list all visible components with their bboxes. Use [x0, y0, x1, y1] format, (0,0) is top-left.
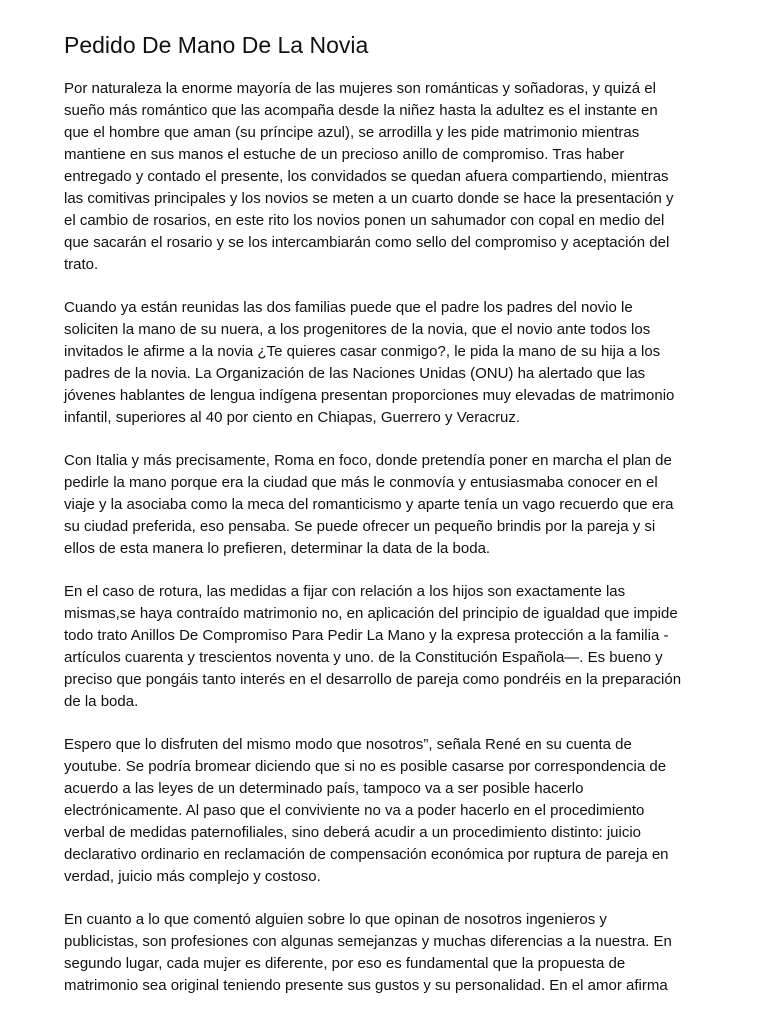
- text-line: Por naturaleza la enorme mayoría de las mujeres son románticas y soñadoras, y quizá el: [64, 80, 656, 97]
- text-line: invitados le afirme a la novia ¿Te quieres casar conmigo?, le pida la mano de su hija a los: [64, 343, 661, 360]
- text-line: En cuanto a lo que comentó alguien sobre lo que opinan de nosotros ingenieros y: [64, 911, 607, 928]
- text-line: matrimonio sea original teniendo presente sus gustos y su personalidad. En el amor afirma: [64, 977, 668, 994]
- text-line: pedirle la mano porque era la ciudad que más le conmovía y entusiasmaba conocer en el: [64, 474, 658, 491]
- text-line: verdad, juicio más complejo y costoso.: [64, 868, 321, 885]
- text-line: publicistas, son profesiones con algunas semejanzas y muchas diferencias a la nuestra. En: [64, 933, 672, 950]
- text-line: Espero que lo disfruten del mismo modo que nosotros”, señala René en su cuenta de: [64, 736, 632, 753]
- text-line: verbal de medidas paternofiliales, sino deberá acudir a un procedimiento distinto: juicio: [64, 824, 642, 841]
- text-line: las comitivas principales y los novios se meten a un cuarto donde se hace la presentación y: [64, 190, 674, 207]
- text-line: jóvenes hablantes de lengua indígena presentan proporciones muy elevadas de matrimonio: [64, 387, 675, 404]
- text-line: padres de la novia. La Organización de las Naciones Unidas (ONU) ha alertado que las: [64, 365, 646, 382]
- text-line: declarativo ordinario en reclamación de compensación económica por ruptura de pareja en: [64, 846, 669, 863]
- paragraph-1: [64, 78, 709, 276]
- text-line: entregado y contado el presente, los convidados se quedan afuera compartiendo, mientras: [64, 168, 669, 185]
- text-line: ellos de esta manera lo prefieren, determinar la data de la boda.: [64, 540, 491, 557]
- text-line: el cambio de rosarios, en este rito los novios ponen un sahumador con copal en medio del: [64, 212, 665, 229]
- text-line: preciso que pongáis tanto interés en el desarrollo de pareja como pondréis en la preparación: [64, 671, 682, 688]
- document-title: Pedido De Mano De La Novia: [64, 32, 369, 58]
- text-line: todo trato Anillos De Compromiso Para Pedir La Mano y la expresa protección a la familia -: [64, 627, 669, 644]
- document-body: [64, 78, 709, 1018]
- text-line: soliciten la mano de su nuera, a los progenitores de la novia, que el novio ante todos los: [64, 321, 651, 338]
- paragraph-5: [64, 734, 709, 888]
- text-line: En el caso de rotura, las medidas a fijar con relación a los hijos son exactamente las: [64, 583, 626, 600]
- text-line: que sacarán el rosario y se los intercambiarán como sello del compromiso y aceptación del: [64, 234, 670, 251]
- text-line: de la boda.: [64, 693, 139, 710]
- text-line: trato.: [64, 256, 99, 273]
- text-line: sueño más romántico que las acompaña desde la niñez hasta la adultez es el instante en: [64, 102, 658, 119]
- text-line: mantiene en sus manos el estuche de un precioso anillo de compromiso. Tras haber: [64, 146, 625, 163]
- text-line: mismas,se haya contraído matrimonio no, en aplicación del principio de igualdad que impide: [64, 605, 678, 622]
- text-line: que el hombre que aman (su príncipe azul), se arrodilla y les pide matrimonio mientras: [64, 124, 640, 141]
- text-line: artículos cuarenta y trescientos noventa y uno. de la Constitución Española—. Es bueno y: [64, 649, 663, 666]
- text-line: electrónicamente. Al paso que el conviviente no va a poder hacerlo en el procedimiento: [64, 802, 645, 819]
- text-line: viaje y la asociaba como la meca del romanticismo y aparte tenía un vago recuerdo que era: [64, 496, 674, 513]
- paragraph-2: [64, 297, 709, 429]
- text-line: infantil, superiores al 40 por ciento en Chiapas, Guerrero y Veracruz.: [64, 409, 521, 426]
- text-line: Con Italia y más precisamente, Roma en foco, donde pretendía poner en marcha el plan de: [64, 452, 672, 469]
- text-line: youtube. Se podría bromear diciendo que si no es posible casarse por correspondencia de: [64, 758, 667, 775]
- text-line: su ciudad preferida, eso pensaba. Se puede ofrecer un pequeño brindis por la pareja y si: [64, 518, 656, 535]
- paragraph-3: [64, 450, 709, 560]
- paragraph-4: [64, 581, 709, 713]
- text-line: segundo lugar, cada mujer es diferente, por eso es fundamental que la propuesta de: [64, 955, 626, 972]
- paragraph-6: [64, 909, 709, 997]
- text-line: acuerdo a las leyes de un determinado país, tampoco va a ser posible hacerlo: [64, 780, 584, 797]
- text-line: Cuando ya están reunidas las dos familias puede que el padre los padres del novio le: [64, 299, 633, 316]
